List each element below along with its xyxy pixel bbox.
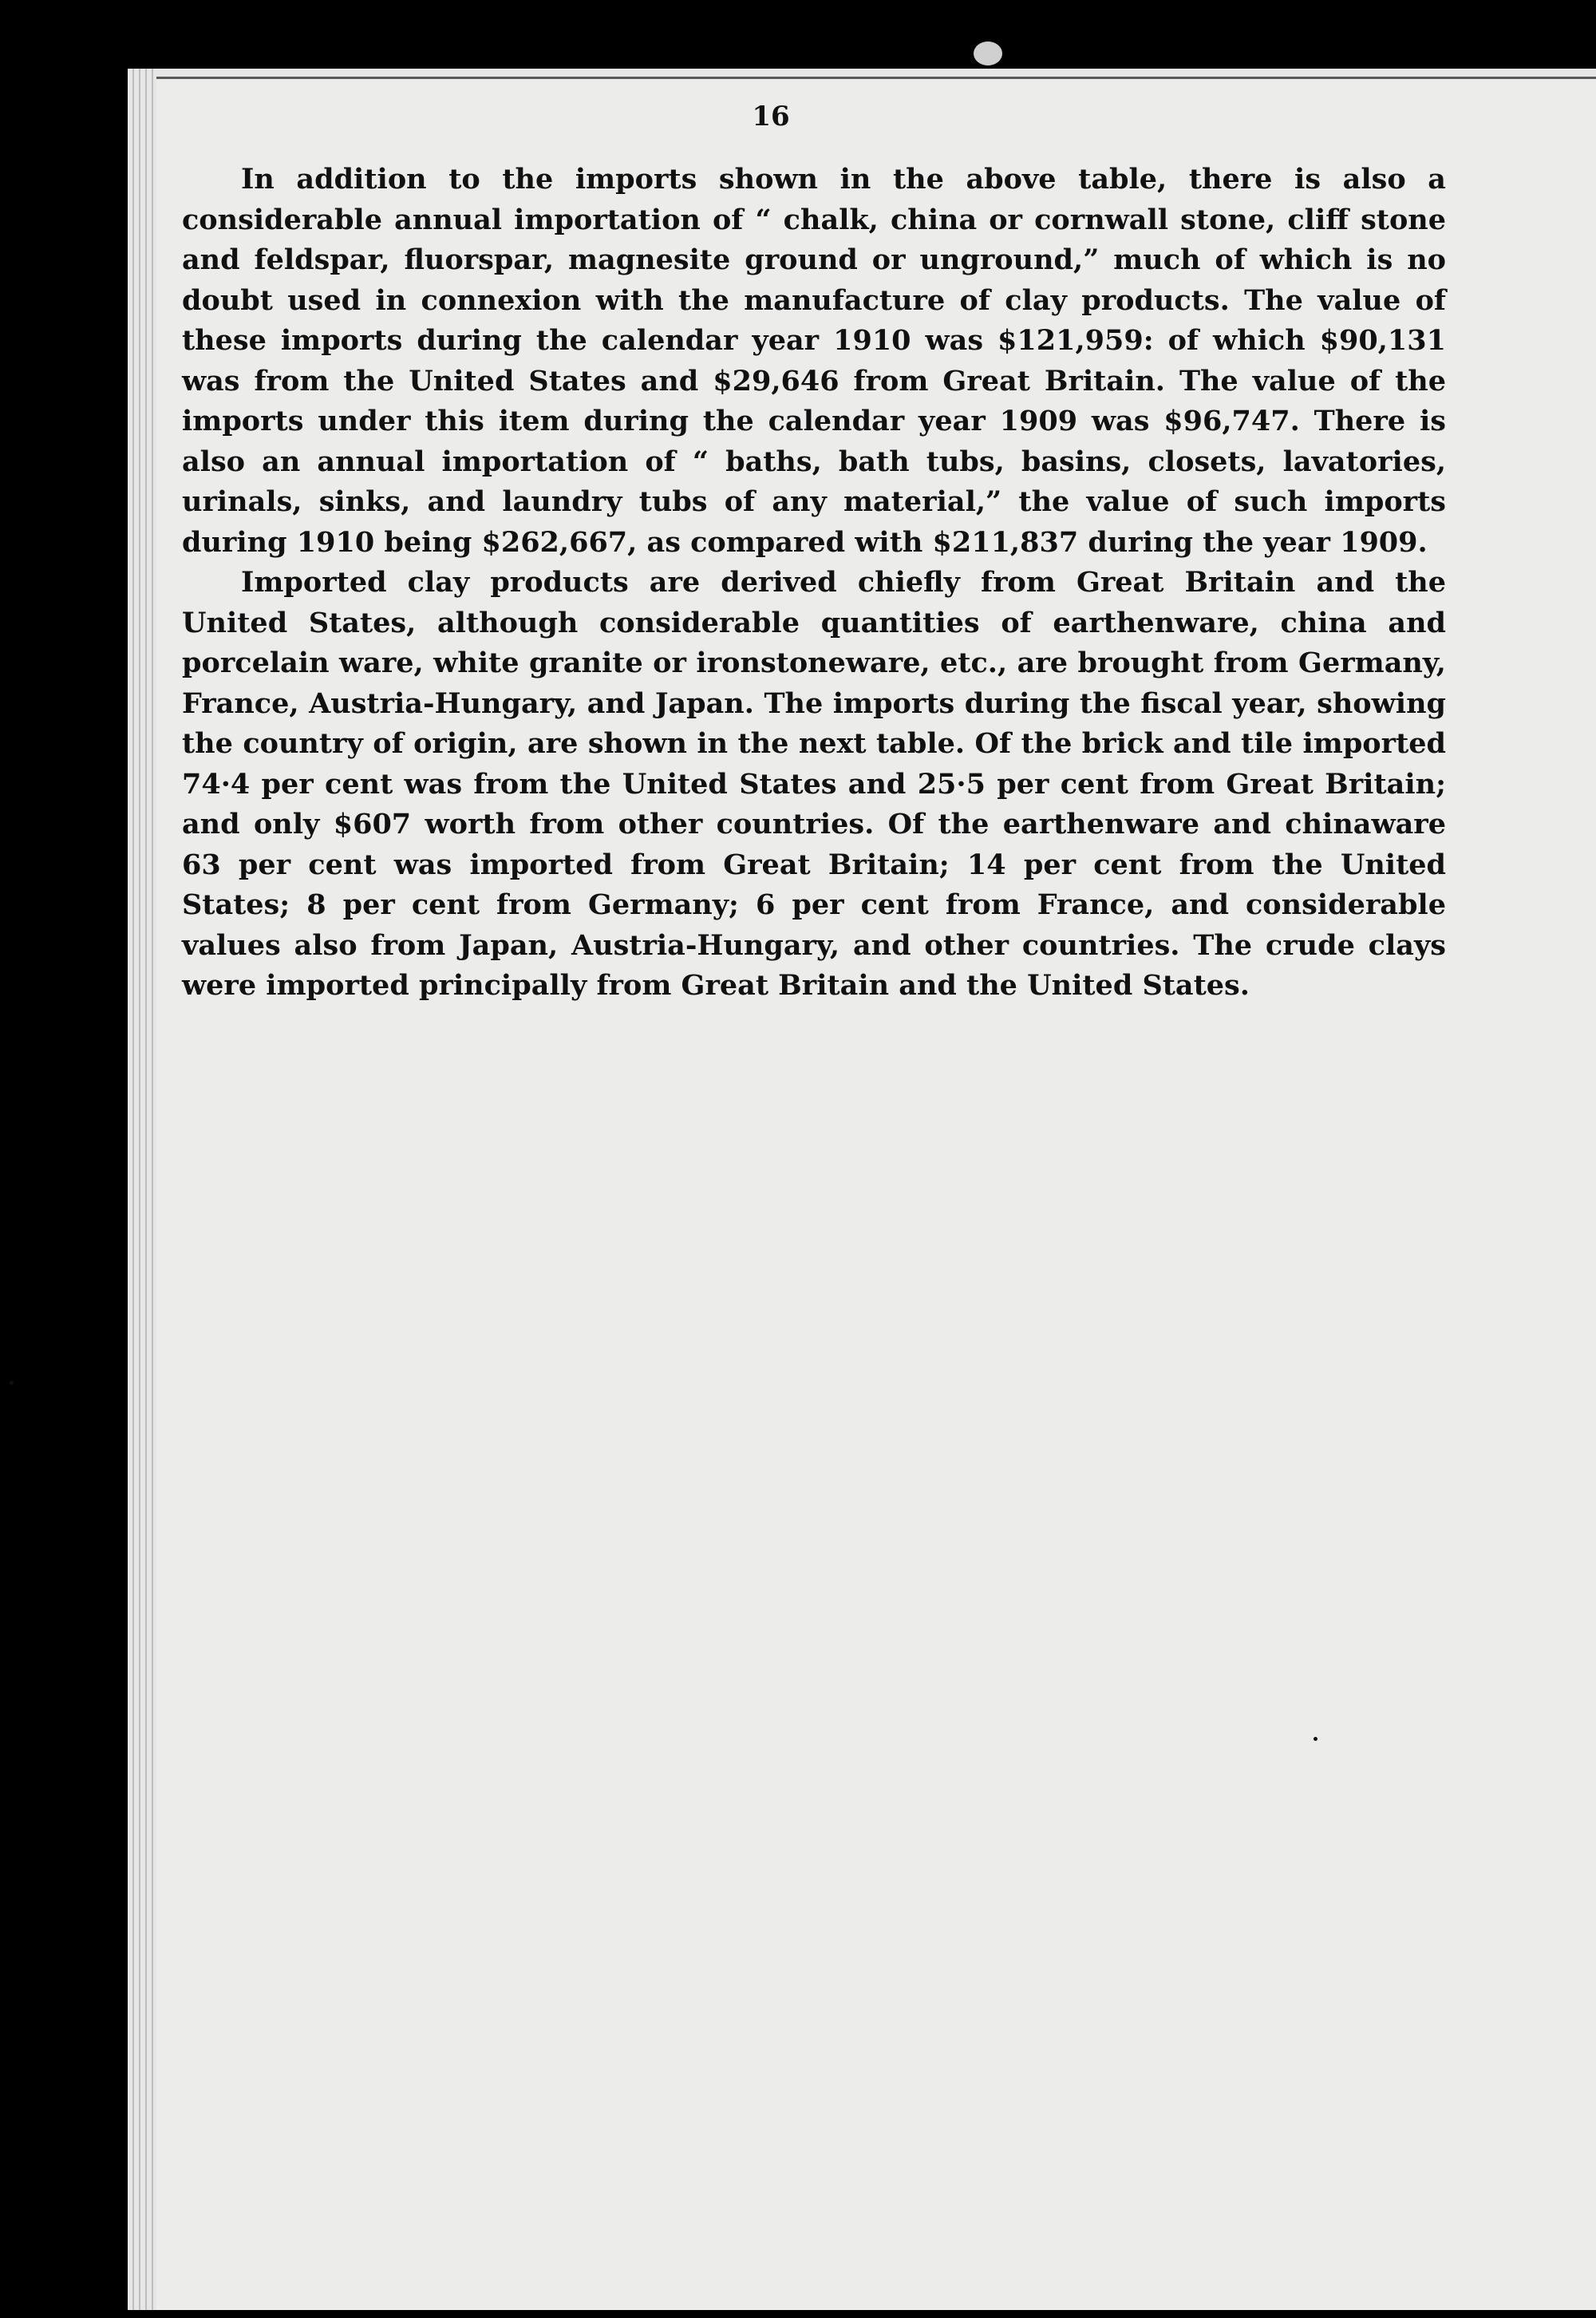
paragraph-2: Imported clay products are derived chiefly from Great Britain and the United States, although considerable quantities of earthenware, china and porcelain ware, white granite or ironstoneware, etc., are brought from Germany, France, Austria-Hungary, and Japan. The imports during the fiscal year, showing the country of origin, are shown in the next table. Of the brick and tile imported 74·4 per cent was from the United States and 25·5 per cent from Great Britain; and only $607 worth from other countries. Of the earthenware and chinaware 63 per cent was imported from Great Britain; 14 per cent from the United States; 8 per cent from Germany; 6 per cent from France, and considerable values also from Japan, Austria-Hungary, and other countries. The crude clays were imported principally from Great Britain and the United States. [182,566,1446,1002]
scan-speck [1314,1737,1317,1741]
page-edge-line [145,69,147,2310]
page-edge-line [152,69,153,2310]
scan-speck [10,1381,14,1385]
body-text [182,160,1446,1007]
paragraph-1: In addition to the imports shown in the above table, there is also a considerable annual importation of “ chalk, china or cornwall stone, cliff stone and feldspar, fluorspar, magnesite ground or unground,” much of which is no doubt used in connexion with the manufacture of clay products. The value of these imports during the calendar year 1910 was $121,959: of which $90,131 was from the United States and $29,646 from Great Britain. The value of the imports under this item during the calendar year 1909 was $96,747. There is also an annual importation of “ baths, bath tubs, basins, closets, lavatories, urinals, sinks, and laundry tubs of any material,” the value of such imports during 1910 being $262,667, as compared with $211,837 during the year 1909. [182,163,1446,559]
page-number: 16 [752,101,790,133]
binding-hole [974,42,1002,65]
page-edge-line [132,69,134,2310]
page-top-border [156,77,1596,79]
page-edge-line [139,69,140,2310]
